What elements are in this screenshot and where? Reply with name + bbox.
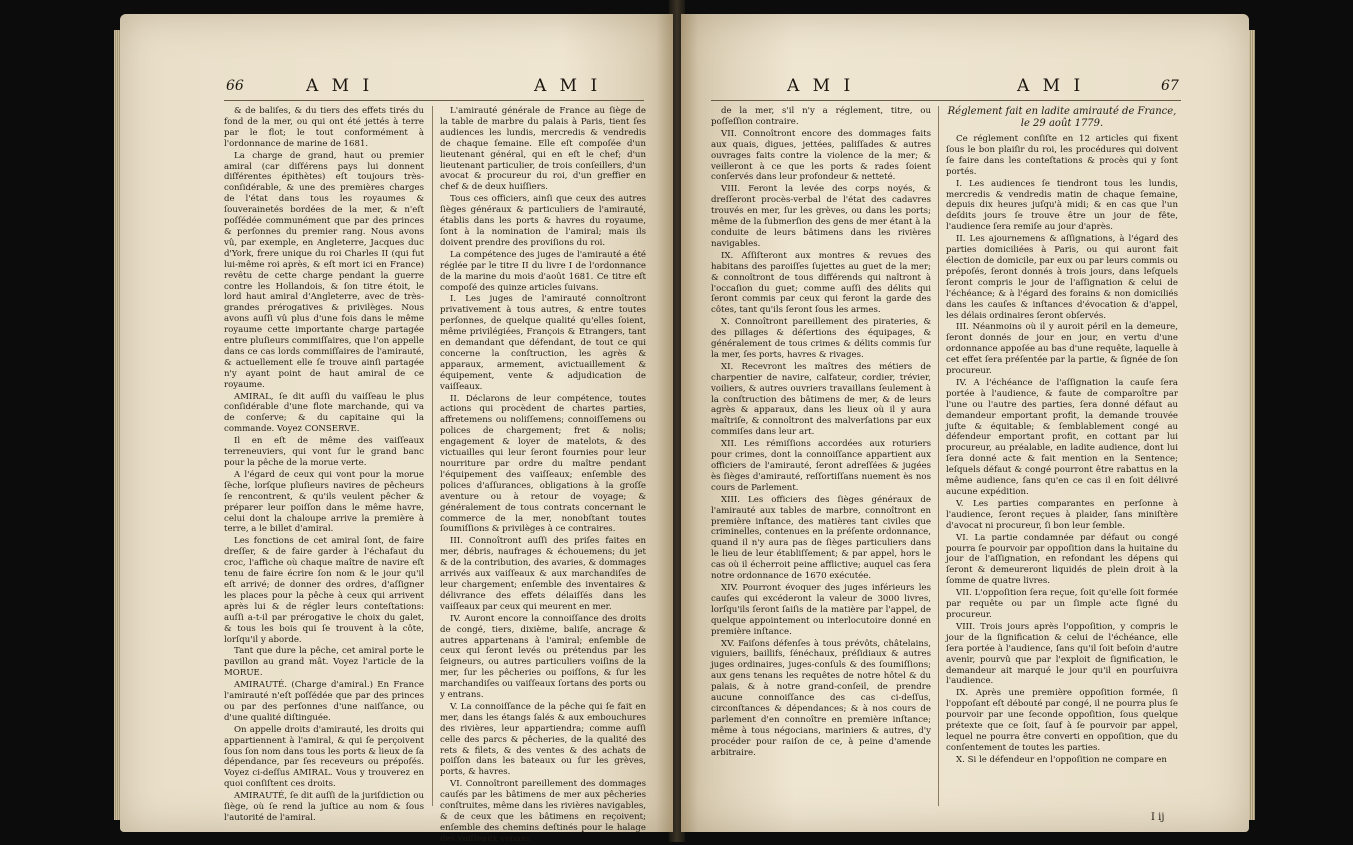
paragraph: V. La connoiſſance de la pêche qui ſe fait en mer, dans les étangs ſalés & aux embouchures des rivières, leur appartiendra; comme auſſi celle des parcs & pêcheries, de la qualité des rets & filets, & des ventes & des achats de poiſſon dans les bateaux ou ſur les grèves, ports, & havres.	[440, 701, 646, 778]
paragraph: XV. Faiſons défenſes à tous prévôts, châtelains, viguiers, baillifs, ſénéchaux, préſidiaux & autres juges ordinaires, juges-conſuls & des ſoumiſſions; aux gens tenans les requêtes de notre hôtel & du palais, & à notre grand-conſeil, de prendre aucune connoiſſance des cas ci-deſſus, circonſtances & dépendances; & à nos cours de parlement d'en connoître en première inſtance; même à tous négocians, mariniers & autres, d'y procéder pour raiſon de ce, à peine d'amende arbitraire.	[711, 638, 931, 758]
paragraph: I. Les audiences ſe tiendront tous les lundis, mercredis & vendredis matin de chaque ſemaine, depuis dix heures juſqu'à midi; & en cas que l'un deſdits jours ſe trouve être un jour de fête, l'audience ſera remiſe au jour d'après.	[946, 178, 1178, 233]
paragraph: VIII. Trois jours après l'oppoſition, y compris le jour de la ſignification & celui de l'échéance, elle ſera portée à l'audience, ſans qu'il ſoit beſoin d'autre avenir, pourvû que par l'exploit de ſignification, le demandeur ait marqué le jour qu'il en pourſuivra l'audience.	[946, 621, 1178, 687]
paragraph: La charge de grand, haut ou premier amiral (car diſférens pays lui donnent diſférentes épithètes) eſt toujours très-conſidérable, & une des premières charges de l'état dans tous les royaumes & ſouverainetés bordées de la mer, & n'eſt poſſédée communément que par des princes & perſonnes du premier rang. Nous avons vû, par exemple, en Angleterre, Jacques duc d'York, frere unique du roi Charles II (qui fut lui-même roi après, & eſt mort ici en France) revêtu de cette charge pendant la guerre contre les Hollandois, & ſon titre étoit, le lord haut amiral d'Angleterre, avec de très-grandes prérogatives & privilèges. Nous avons auſſi vû plus d'une fois dans le même royaume cette importante charge partagée entre pluſieurs commiſſaires, que l'on appelle dans ce cas lords commiſſaires de l'amirauté, & actuellement elle ſe trouve ainſi partagée n'y ayant point de haut amiral de ce royaume.	[224, 150, 424, 390]
signature-mark: I ij	[1151, 812, 1165, 823]
paragraph: X. Si le défendeur en l'oppoſition ne compare en	[956, 754, 1167, 765]
paragraph: A l'égard de ceux qui vont pour la morue ſèche, lorſque pluſieurs navires de pêcheurs ſe rencontrent, & qu'ils veulent pêcher & préparer leur poiſſon dans le même havre, celui dont la chaloupe arrive la première à terre, a le billet d'amiral.	[224, 469, 424, 535]
right-running-head-2: A M I	[1017, 76, 1085, 96]
right-column-1	[711, 106, 931, 810]
paragraph: II. Les ajournemens & aſſignations, à l'égard des parties domiciliées à Paris, ou qui auront fait élection de domicile, par eux ou par leurs commis ou prépoſés, ſeront donnés à trois jours, dans leſquels ſeront compris le jour de l'aſſignation & celui de l'échéance; & à l'égard des forains & non domiciliés dans les cauſes & inſtances d'évocation & d'appel, les délais ordinaires ſeront obſervés.	[946, 234, 1178, 321]
paragraph: VII. Connoîtront encore des dommages faits aux quais, digues, jettées, paliſſades & autres ouvrages faits contre la violence de la mer; & veilleront à ce que les ports & rades ſoient conſervés dans leur profondeur & netteté.	[711, 128, 931, 183]
right-page	[681, 14, 1249, 832]
right-running-head-1: A M I	[787, 76, 855, 96]
right-header-rule	[711, 100, 1181, 101]
paragraph: III. Connoîtront auſſi des priſes faites en mer, débris, naufrages & échouemens; du jet & de la contribution, des avaries, & dommages arrivés aux vaiſſeaux & aux marchandiſes de leur chargement; enſemble des inventaires & délivrance des effets délaiſſés dans les vaiſſeaux par ceux qui meurent en mer.	[440, 536, 646, 612]
right-page-edges	[1249, 30, 1255, 820]
paragraph: V. Les parties comparantes en perſonne à l'audience, ſeront reçues à plaider, ſans miniſtère d'avocat ni procureur, ſi bon leur ſemble.	[946, 498, 1178, 531]
paragraph: IX. Aſſiſteront aux montres & revues des habitans des paroiſſes ſujettes au guet de la mer; & connoîtront de tous différends qui naîtront à l'occaſion du guet; comme auſſi des délits qui ſeront commis par ceux qui feront la garde des côtes, tant qu'ils ſeront ſous les armes.	[711, 250, 931, 316]
paragraph: On appelle droits d'amirauté, les droits qui appartiennent à l'amiral, & qui ſe perçoivent ſous ſon nom dans tous les ports & lieux de ſa dépendance, par ſes receveurs ou prépoſés. Voyez ci-deſſus AMIRAL. Vous y trouverez en quoi conſiſtent ces droits.	[224, 724, 424, 790]
left-running-head-1: A M I	[306, 76, 374, 96]
paragraph: AMIRAUTÉ. (Charge d'amiral.) En France l'amirauté n'eſt poſſédée que par des princes ou par des perſonnes d'une naiſſance, ou d'une qualité diſtinguée.	[224, 680, 424, 723]
paragraph: VI. La partie condamnée par défaut ou congé pourra ſe pourvoir par oppoſition dans la huitaine du jour de l'aſſignation, en refondant les dépens qui ſeront & demeureront liquidés de plein droit à la ſomme de quatre livres.	[946, 532, 1178, 587]
paragraph: VII. L'oppoſition ſera reçue, ſoit qu'elle ſoit formée par requête ou par un ſimple acte ſigné du procureur.	[946, 588, 1178, 620]
paragraph: III. Néanmoins où il y auroit péril en la demeure, ſeront donnés de jour en jour, en vertu d'une ordonnance appoſée au bas d'une requête, laquelle à cet effet ſera préſentée par la partie, & ſignée de ſon procureur.	[946, 322, 1178, 377]
paragraph: Tant que dure la pêche, cet amiral porte le pavillon au grand mât. Voyez l'article de la MORUE.	[224, 646, 424, 679]
left-running-head-2: A M I	[534, 76, 602, 96]
paragraph: VIII. Feront la levée des corps noyés, & dreſſeront procès-verbal de l'état des cadavres trouvés en mer, ſur les grèves, ou dans les ports; même de la ſubmerſion des gens de mer étant à la conduite de leurs bâtimens dans les rivières navigables.	[711, 184, 931, 249]
paragraph: IV. A l'échéance de l'aſſignation la cauſe ſera portée à l'audience, & faute de comparoître par l'une ou l'autre des parties, ſera donné défaut au demandeur emportant profit, la demande trouvée juſte & équitable; & ſemblablement congé au défendeur emportant profit, en cottant par lui procureur, au préalable, en ladite audience, dont lui ſera donné acte & fait mention en la Sentence; leſquels défaut & congé pourront être rabattus en la même audience, ſans qu'en ce cas il en ſoit délivré aucune expédition.	[946, 377, 1178, 497]
paragraph: XII. Les rémiſſions accordées aux roturiers pour crimes, dont la connoiſſance appartient aux officiers de l'amirauté, ſeront adreſſées & jugées ès ſièges d'amirauté, reſſortiſſans nuement ès nos cours de Parlement.	[711, 439, 931, 493]
paragraph: Il en eſt de même des vaiſſeaux terreneuviers, qui vont ſur le grand banc pour la pêche de la morue verte.	[224, 436, 424, 468]
paragraph: Ce réglement conſiſte en 12 articles qui fixent ſous le bon plaiſir du roi, les procédures qui doivent ſe faire dans les conteſtations & procès qui y ſont portés.	[946, 134, 1178, 177]
right-page-number: 67	[1161, 78, 1179, 94]
right-column-2	[946, 106, 1178, 810]
reglement-title: Réglement fait en ladite amirauté de France, le 29 août 1779.	[947, 106, 1177, 129]
paragraph: AMIRAL, ſe dit auſſi du vaiſſeau le plus conſidérable d'une flote marchande, qui va de conſerve; & du capitaine qui la commande. Voyez CONSERVE.	[224, 391, 424, 435]
paragraph: XIII. Les officiers des ſièges généraux de l'amirauté aux tables de marbre, connoîtront en première inſtance, des matières tant civiles que criminelles, contenues en la préſente ordonnance, quand il n'y aura pas de ſièges particuliers dans le lieu de leur établiſſement; & par appel, hors le cas où il écherroit peine afflictive; auquel cas ſera notre ordonnance de 1670 exécutée.	[711, 494, 931, 582]
paragraph: Tous ces officiers, ainſi que ceux des autres ſièges généraux & particuliers de l'amirauté, établis dans les ports & havres du royaume, ſont à la nomination de l'amiral; mais ils doivent prendre des proviſions du roi.	[440, 194, 646, 248]
left-page	[120, 14, 673, 844]
left-column-1	[224, 106, 424, 823]
paragraph: XI. Recevront les maîtres des métiers de charpentier de navire, calfateur, cordier, trévier, voiliers, & autres ouvriers travaillans ſeulement à la conſtruction des bâtimens de mer, & de leurs agrès & apparaux, dans les lieux où il y aura maîtriſe, & connoîtront des malverſations par eux commiſes dans leur art.	[711, 361, 931, 438]
paragraph: & de baliſes, & du tiers des effets tirés du fond de la mer, ou qui ont été jettés à terre par le flot; le tout conformément à l'ordonnance de marine de 1681.	[224, 106, 424, 149]
left-header-rule	[224, 100, 644, 101]
right-column-divider	[938, 106, 939, 806]
left-column-2	[440, 106, 646, 844]
paragraph: L'amirauté générale de France au ſiège de la table de marbre du palais à Paris, tient ſes audiences les lundis, mercredis & vendredis de chaque ſemaine. Elle eſt compoſée d'un lieutenant général, qui en eſt le chef; d'un lieutenant particulier, de trois conſeillers, d'un avocat & procureur du roi, d'un greffier en chef & de deux huiſſiers.	[440, 106, 646, 193]
paragraph: de la mer, s'il n'y a réglement, titre, ou poſſeſſion contraire.	[711, 106, 931, 127]
paragraph: IX. Après une première oppoſition formée, ſi l'oppoſant eſt débouté par congé, il ne pourra plus ſe pourvoir par une ſeconde oppoſition, ſous quelque prétexte que ce ſoit, ſauf à ſe pourvoir par appel, lequel ne pourra être converti en oppoſition, que du conſentement de toutes les parties.	[946, 688, 1178, 753]
paragraph: XIV. Pourront évoquer des juges inférieurs les cauſes qui excéderont la valeur de 3000 livres, lorſqu'ils ſeront ſaiſis de la matière par l'appel, de quelque appointement ou interlocutoire donné en première inſtance.	[711, 582, 931, 637]
paragraph: X. Connoîtront pareillement des pirateries, & des pillages & déſertions des équipages, & généralement de tous crimes & délits commis ſur la mer, ſes ports, havres & rivages.	[711, 317, 931, 360]
paragraph: AMIRAUTÉ, ſe dit auſſi de la juriſdiction ou ſiège, où ſe rend la juſtice au nom & ſous l'autorité de l'amiral.	[224, 791, 424, 823]
paragraph: IV. Auront encore la connoiſſance des droits de congé, tiers, dixième, baliſe, ancrage & autres appartenans à l'amiral; enſemble de ceux qui ſeront levés ou prétendus par les ſeigneurs, ou autres particuliers voiſins de la mer, ſur les pêcheries ou poiſſons, & ſur les marchandiſes ou vaiſſeaux ſortans des ports ou y entrans.	[440, 613, 646, 701]
paragraph: II. Déclarons de leur compétence, toutes actions qui procèdent de chartes parties, affretemens ou noliſſemens; connoiſſemens ou polices de chargement; fret & nolis; engagement & loyer de matelots, & des victuailles qui leur ſeront fournies pour leur nourriture par ordre du maître pendant l'équipement des vaiſſeaux; enſemble des polices d'aſſurances, obligations à la groſſe aventure ou à retour de voyage; & généralement de tous contrats concernant le commerce de la mer, nonobſtant toutes ſoumiſſions & privilèges à ce contraires.	[440, 393, 646, 535]
paragraph: I. Les juges de l'amirauté connoîtront privativement à tous autres, & entre toutes perſonnes, de quelque qualité qu'elles ſoient, même privilégiées, François & Etrangers, tant en demandant que défendant, de tout ce qui concerne la conſtruction, les agrès & apparaux, armement, avictuaillement & équipement, vente & adjudication de vaiſſeaux.	[440, 294, 646, 392]
paragraph: VI. Connoîtront pareillement des dommages cauſés par les bâtimens de mer aux pêcheries conſtruites, même dans les rivières navigables, & de ceux que les bâtimens en reçoivent; enſemble des chemins deſtinés pour le halage des vaiſſeaux venans	[440, 779, 646, 844]
left-page-number: 66	[226, 78, 244, 94]
paragraph: La compétence des juges de l'amirauté a été réglée par le titre II du livre I de l'ordonnance de la marine du mois d'août 1681. Ce titre eſt compoſé des quinze articles ſuivans.	[440, 249, 646, 293]
left-column-divider	[432, 106, 433, 806]
paragraph: Les fonctions de cet amiral ſont, de faire dreſſer, & de faire garder à l'échafaut du croc, l'affiche où chaque maître de navire eſt tenu de faire écrire ſon nom & le jour qu'il eſt arrivé; de donner des ordres, d'aſſigner les places pour la pêche à ceux qui arrivent après lui & de régler leurs conteſtations: auſſi a-t-il par prérogative le choix du galet, & tous les bois qui ſe trouvent à la côte, lorſqu'il y aborde.	[224, 536, 424, 645]
